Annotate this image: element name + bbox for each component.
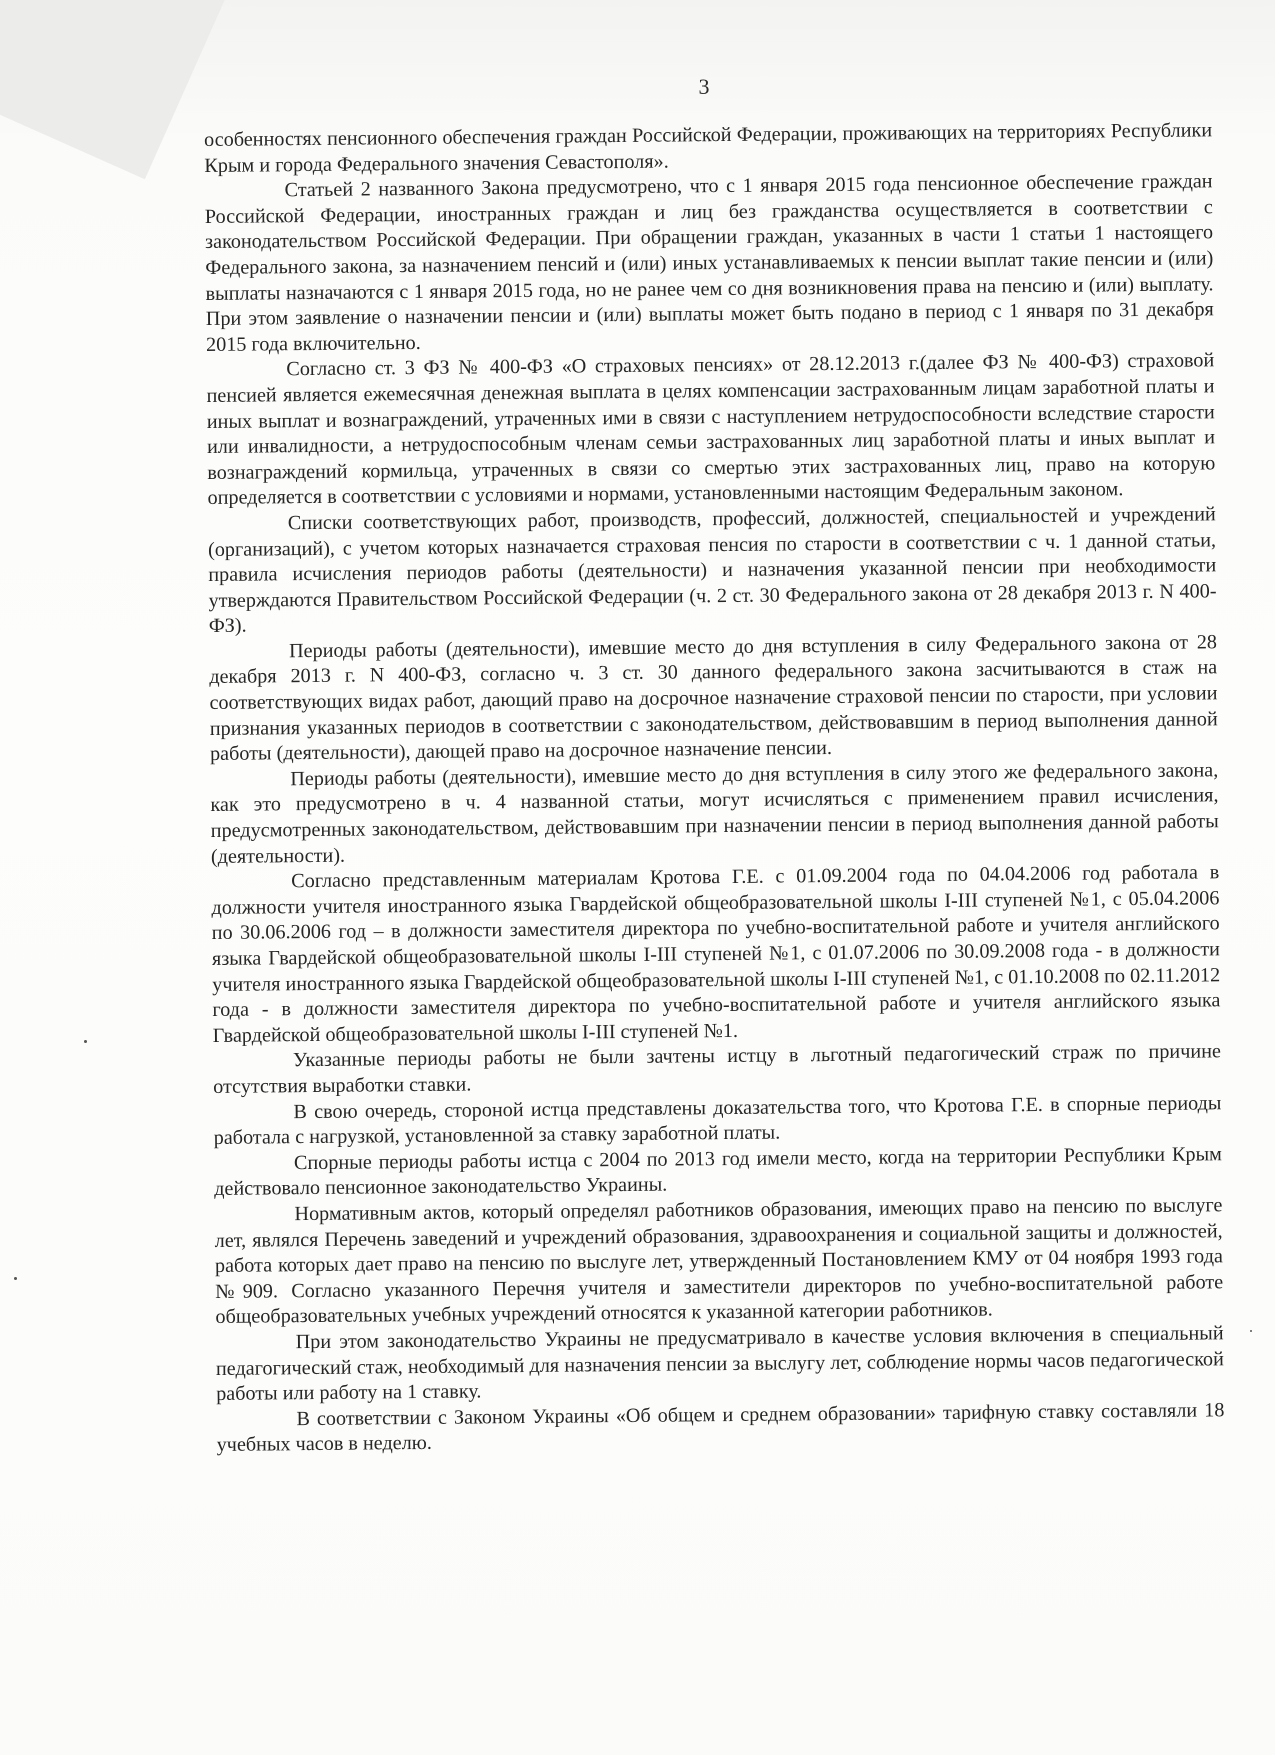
paragraph-lists-of-works: Списки соответствующих работ, производств, профессий, должностей, специальностей и учреждений (организаций), с учетом которых назначается страховая пенсия по старости в соответствии с ч. 1 данной статьи, правила исчисления периодов работы (деятельности) и назначения указанной пенсии при необходимости утверждаются Правительством Российской Федерации (ч. 2 ст. 30 Федерального закона от 28 декабря 2013 г. N 400-ФЗ). [207,503,1217,638]
paragraph-not-counted: Указанные периоды работы не были зачтены истцу в льготный педагогический страж по причине отсутствия выработки ставки. [213,1040,1222,1098]
paragraph-ukraine-no-condition: При этом законодательство Украины не предусматривало в качестве условия включения в специальный педагогический стаж, необходимый для назначения пенсии за выслугу лет, соблюдение нормы часов педагогической работы или работу на 1 ставку. [215,1322,1224,1406]
document-body [204,118,1225,1458]
paragraph-tariff-rate: В соответствии с Законом Украины «Об общем и среднем образовании» тарифную ставку составляли 18 учебных часов в неделю. [216,1398,1225,1457]
paragraph-periods-part-4: Периоды работы (деятельности), имевшие место до дня вступления в силу этого же федерального закона, как это предусмотрено в ч. 4 названной статьи, могут исчисляться с применением правил исчисления, предусмотренных законодательством, действовавшим при назначении пенсии в период выполнения данной работы (деятельности). [210,759,1219,868]
paragraph-continuation: особенностях пенсионного обеспечения граждан Российской Федерации, проживающих на территориях Республики Крым и города Федерального значения Севастополя». [204,119,1213,177]
scan-speck [14,1277,17,1280]
scan-speck [1250,1330,1252,1332]
paragraph-employment-record: Согласно представленным материалам Кротова Г.Е. с 01.09.2004 года по 04.04.2006 год работала в должности учителя иностранного языка Гвардейской общеобразовательной школы I-III ступеней №1, с 05.04.2006 по 30.06.2006 год – в должности заместителя директора по учебно-воспитательной работе и учителя английского языка Гвардейской общеобразовательной школы I-III ступеней №1, с 01.07.2006 по 30.09.2008 года - в должности учителя иностранного языка Гвардейской общеобразовательной школы I-III ступеней №1, с 01.10.2008 по 02.11.2012 года - в должности заместителя директора по учебно-воспитательной работе и учителя английского языка Гвардейской общеобразовательной школы I-III ступеней №1. [211,861,1221,1047]
page-number: 3 [698,74,710,99]
paragraph-article-2: Статьей 2 названного Закона предусмотрено, что с 1 января 2015 года пенсионное обеспечение граждан Российской Федерации, иностранных граждан и лиц без гражданства осуществляется в соответствии с законодательством Российской Федерации. При обращении граждан, указанных в части 1 статьи 1 настоящего Федерального закона, за назначением пенсий и (или) иных устанавливаемых к пенсии выплат такие пенсии и (или) выплаты назначаются с 1 января 2015 года, но не ранее чем со дня возникновения права на пенсию и (или) выплату. При этом заявление о назначении пенсии и (или) выплаты может быть подано в период с 1 января по 31 декабря 2015 года включительно. [204,170,1214,356]
paragraph-normative-act: Нормативным актов, который определял работников образования, имеющих право на пенсию по выслуге лет, являлся Перечень заведений и учреждений образования, здравоохранения и социальной защиты и должностей, работа которых дает право на пенсию по выслуге лет, утвержденный Постановлением КМУ от 04 ноября 1993 года №909. Согласно указанного Перечня учителя и заместители директоров по учебно-воспитательной работе общеобразовательных учебных учреждений относятся к указанной категории работников. [214,1194,1224,1329]
paragraph-article-3-fz-400: Согласно ст. 3 ФЗ № 400-ФЗ «О страховых пенсиях» от 28.12.2013 г.(далее ФЗ № 400-ФЗ) страховой пенсией является ежемесячная денежная выплата в целях компенсации застрахованным лицам заработной платы и иных выплат и вознаграждений, утраченных ими в связи с наступлением нетрудоспособности вследствие старости или инвалидности, а нетрудоспособным членам семьи застрахованных лиц заработной платы и иных выплат и вознаграждений кормильца, утраченных в связи со смертью этих застрахованных лиц, право на которую определяется в соответствии с условиями и нормами, установленными настоящим Федеральным законом. [206,349,1216,510]
paragraph-periods-part-3: Периоды работы (деятельности), имевшие место до дня вступления в силу Федерального закона от 28 декабря 2013 г. N 400-ФЗ, согласно ч. 3 ст. 30 данного федерального закона засчитываются в стаж на соответствующих видах работ, дающий право на досрочное назначение страховой пенсии по старости, при условии признания указанных периодов в соответствии с законодательством, действовавшим в период выполнения данной работы (деятельности), дающей право на досрочное назначение пенсии. [209,631,1218,766]
scan-speck [84,1040,87,1043]
paragraph-ukraine-law: Спорные периоды работы истца с 2004 по 2013 год имели место, когда на территории Республики Крым действовало пенсионное законодательство Украины. [214,1143,1223,1201]
paragraph-evidence: В свою очередь, стороной истца представлены доказательства того, что Кротова Г.Е. в спорные периоды работала с нагрузкой, установленной за ставку заработной платы. [213,1091,1222,1150]
